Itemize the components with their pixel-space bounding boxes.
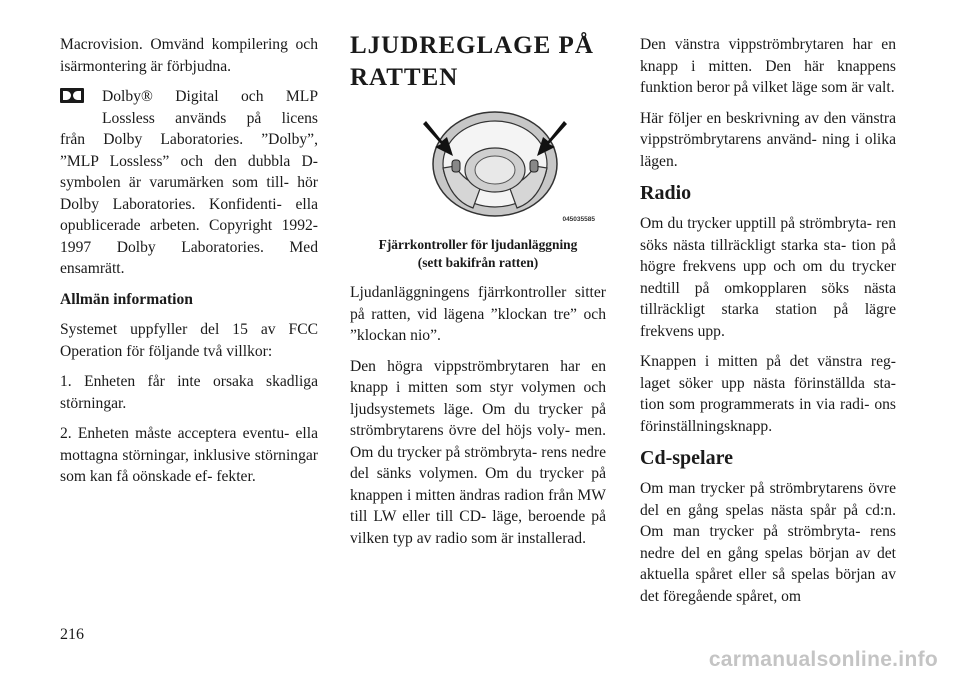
section-title-line-1: LJUDREGLAGE PÅ <box>350 32 594 59</box>
watermark: carmanualsonline.info <box>708 648 938 671</box>
figure-code: 045035585 <box>562 215 595 223</box>
column-middle <box>350 34 606 558</box>
paragraph-radio-seek: Om du trycker upptill på strömbryta- ren söks nästa tillräckligt starka sta- tion på högre frekvens upp och om du trycker nedtill på omkopplaren söks nästa tillräckligt starka station på lägre frekvens upp. <box>640 215 896 340</box>
figure-caption <box>350 236 606 272</box>
steering-wheel-figure <box>395 104 595 230</box>
dolby-line-1: Dolby® Digital och MLP <box>102 88 318 105</box>
dolby-text: från Dolby Laboratories. ”Dolby”, ”MLP Lossless” och den dubbla D-symbolen är varumärken som till- hör Dolby Laboratories. Konfidenti- ella opublicerade arbeten. Copyright 1992-1997 Dolby Laboratories. Med ensamrätt. <box>60 131 318 277</box>
section-title <box>350 30 606 94</box>
paragraph-right-switch: Den högra vippströmbrytaren har en knapp i mitten som styr volymen och ljudsystemets läge. Om du trycker på strömbrytarens övre del höjs voly- men. Om du trycker på strömbryta- rens nedre del sänks volymen. Om du trycker på knappen i mitten ändras radion från MW till LW eller till CD- läge, beroende på vilken typ av radio som är installerad. <box>350 357 606 547</box>
paragraph-cd-tracks: Om man trycker på strömbrytarens övre del en gång spelas nästa spår på cd:n. Om man trycker på strömbryta- rens nedre del en gång spelas början av det aktuella spåret eller så spelas början av det föregående spåret, om <box>640 480 896 605</box>
paragraph-left-switch: Den vänstra vippströmbrytaren har en knapp i mitten. Den här knappens funktion beror på vilket läge som är valt. <box>640 36 896 96</box>
dolby-line-2: Lossless används på licens <box>102 109 318 127</box>
section-title-line-2: RATTEN <box>350 64 459 91</box>
heading-cd-player: Cd-spelare <box>640 447 733 469</box>
paragraph-macrovision: Macrovision. Omvänd kompilering och isärmontering är förbjudna. <box>60 36 318 75</box>
dolby-logo-icon <box>60 88 84 103</box>
column-right <box>640 34 896 616</box>
heading-general-info: Allmän information <box>60 290 193 308</box>
page-number: 216 <box>60 626 84 643</box>
paragraph-remote-location: Ljudanläggningens fjärrkontroller sitter på ratten, vid lägena ”klockan tre” och ”klockan nio”. <box>350 284 606 344</box>
paragraph-fcc: Systemet uppfyller del 15 av FCC Operation för följande två villkor: <box>60 321 318 360</box>
column-left <box>60 34 318 497</box>
paragraph-description-intro: Här följer en beskrivning av den vänstra vippströmbrytarens använd- ning i olika lägen. <box>640 109 896 170</box>
paragraph-condition-1: 1. Enheten får inte orsaka skadliga störningar. <box>60 373 318 412</box>
paragraph-radio-preset: Knappen i mitten på det vänstra reg- laget söker upp nästa förinställda sta- tion som programmerats in via radi- ons förinställningsknapp. <box>640 353 896 435</box>
dolby-paragraph <box>60 86 318 280</box>
paragraph-condition-2: 2. Enheten måste acceptera eventu- ella mottagna störningar, inklusive störningar som kan få oönskade ef- fekter. <box>60 425 318 485</box>
caption-line-2: (sett bakifrån ratten) <box>417 255 539 270</box>
caption-line-1: Fjärrkontroller för ljudanläggning <box>378 237 578 252</box>
heading-radio: Radio <box>640 182 692 204</box>
